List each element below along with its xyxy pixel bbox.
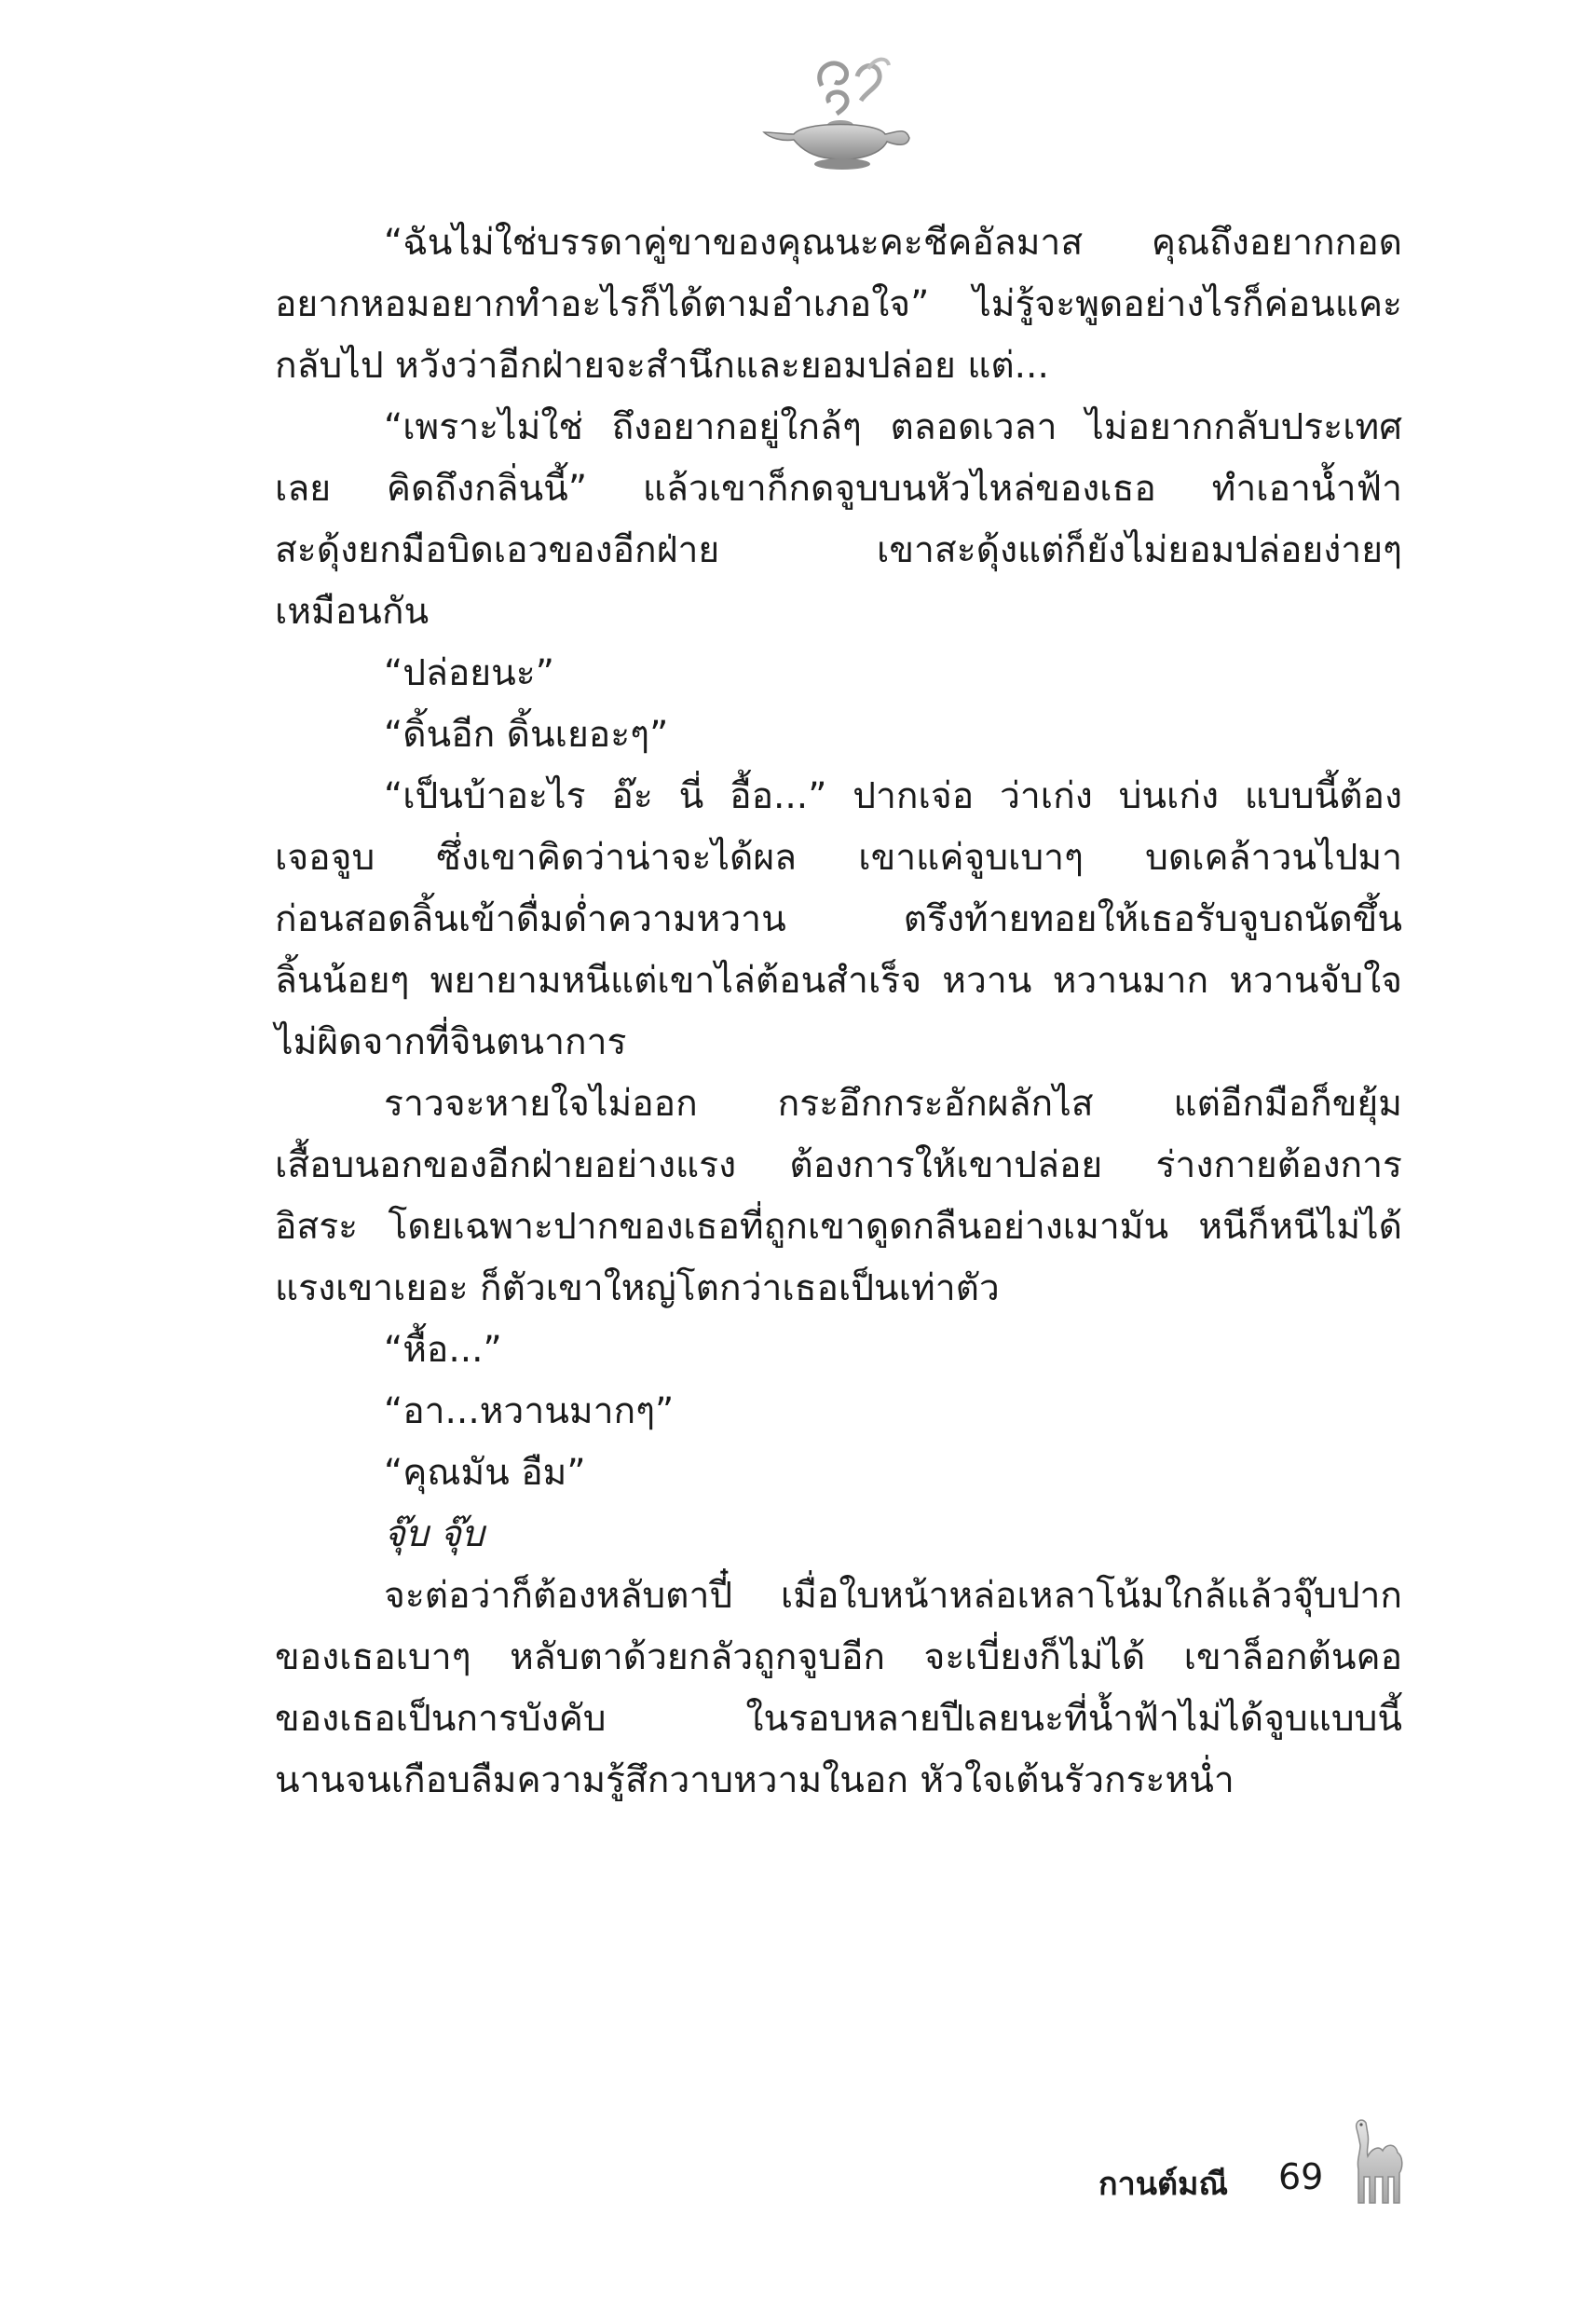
paragraph [275,1320,1402,1381]
text-line: “เพราะไม่ใช่ ถึงอยากอยู่ใกล้ๆ ตลอดเวลา ไม่อยากกลับประเทศ [384,406,1402,448]
paragraph [275,704,1402,766]
paragraph [275,643,1402,704]
text-line: “อา...หวานมากๆ” [384,1390,675,1432]
text-line: “ปล่อยนะ” [384,652,554,694]
text-line: อยากหอมอยากทำอะไรก็ได้ตามอำเภอใจ” ไม่รู้จะพูดอย่างไรก็ค่อนแคะ [275,283,1402,325]
text-line: ของเธอเบาๆ หลับตาด้วยกลัวถูกจูบอีก จะเบี่ยงก็ไม่ได้ เขาล็อกต้นคอ [275,1636,1402,1678]
paragraph [275,1443,1402,1504]
camel-icon [1347,2115,1411,2208]
text-line: เลย คิดถึงกลิ่นนี้” แล้วเขาก็กดจูบบนหัวไหล่ของเธอ ทำเอาน้ำฟ้า [275,468,1402,510]
text-line: แรงเขาเยอะ ก็ตัวเขาใหญ่โตกว่าเธอเป็นเท่าตัว [275,1267,1000,1309]
text-line: ไม่ผิดจากที่จินตนาการ [275,1021,627,1063]
body-text [275,212,1402,1812]
book-title: กานต์มณี [1098,2166,1228,2203]
text-line: ราวจะหายใจไม่ออก กระอึกกระอักผลักไส แต่อีกมือก็ขยุ้ม [384,1083,1402,1125]
text-line: กลับไป หวังว่าอีกฝ่ายจะสำนึกและยอมปล่อย แต่... [275,345,1049,387]
text-line: เจอจูบ ซึ่งเขาคิดว่าน่าจะได้ผล เขาแค่จูบเบาๆ บดเคล้าวนไปมา [275,837,1402,879]
paragraph [275,212,1402,397]
text-line: ลิ้นน้อยๆ พยายามหนีแต่เขาไล่ต้อนสำเร็จ หวาน หวานมาก หวานจับใจ [275,960,1402,1002]
text-line: ก่อนสอดลิ้นเข้าดื่มด่ำความหวาน ตรึงท้ายทอยให้เธอรับจูบถนัดขึ้น [275,898,1402,940]
text-line: สะดุ้งยกมือบิดเอวของอีกฝ่าย เขาสะดุ้งแต่ก็ยังไม่ยอมปล่อยง่ายๆ [275,529,1402,571]
text-line: เสื้อบนอกของอีกฝ่ายอย่างแรง ต้องการให้เขาปล่อย ร่างกายต้องการ [275,1144,1402,1186]
page-number: 69 [1278,2156,1324,2197]
paragraph [275,1504,1402,1566]
text-line: “คุณมัน อืม” [384,1452,586,1494]
genie-lamp-icon [757,48,915,179]
text-line: “ดิ้นอีก ดิ้นเยอะๆ” [384,714,669,756]
text-line: “หื้อ...” [384,1329,502,1371]
text-line: อิสระ โดยเฉพาะปากของเธอที่ถูกเขาดูดกลืนอย่างเมามัน หนีก็หนีไม่ได้ [275,1206,1402,1248]
text-line: “ฉันไม่ใช่บรรดาคู่ขาของคุณนะคะชีคอัลมาส คุณถึงอยากกอด [384,222,1402,264]
paragraph [275,766,1402,1073]
paragraph [275,1566,1402,1812]
text-line: ของเธอเป็นการบังคับ ในรอบหลายปีเลยนะที่น้ำฟ้าไม่ได้จูบแบบนี้ [275,1698,1402,1740]
text-line: เหมือนกัน [275,591,430,633]
text-line: จะต่อว่าก็ต้องหลับตาปี๋ เมื่อใบหน้าหล่อเหลาโน้มใกล้แล้วจุ๊บปาก [384,1575,1402,1617]
text-line: จุ๊บ จุ๊บ [384,1513,484,1555]
paragraph [275,397,1402,643]
text-line: “เป็นบ้าอะไร อ๊ะ นี่ อื้อ...” ปากเจ่อ ว่าเก่ง บ่นเก่ง แบบนี้ต้อง [384,775,1403,817]
paragraph [275,1381,1402,1443]
paragraph [275,1073,1402,1320]
text-line: นานจนเกือบลืมความรู้สึกวาบหวามในอก หัวใจเต้นรัวกระหน่ำ [275,1759,1235,1801]
